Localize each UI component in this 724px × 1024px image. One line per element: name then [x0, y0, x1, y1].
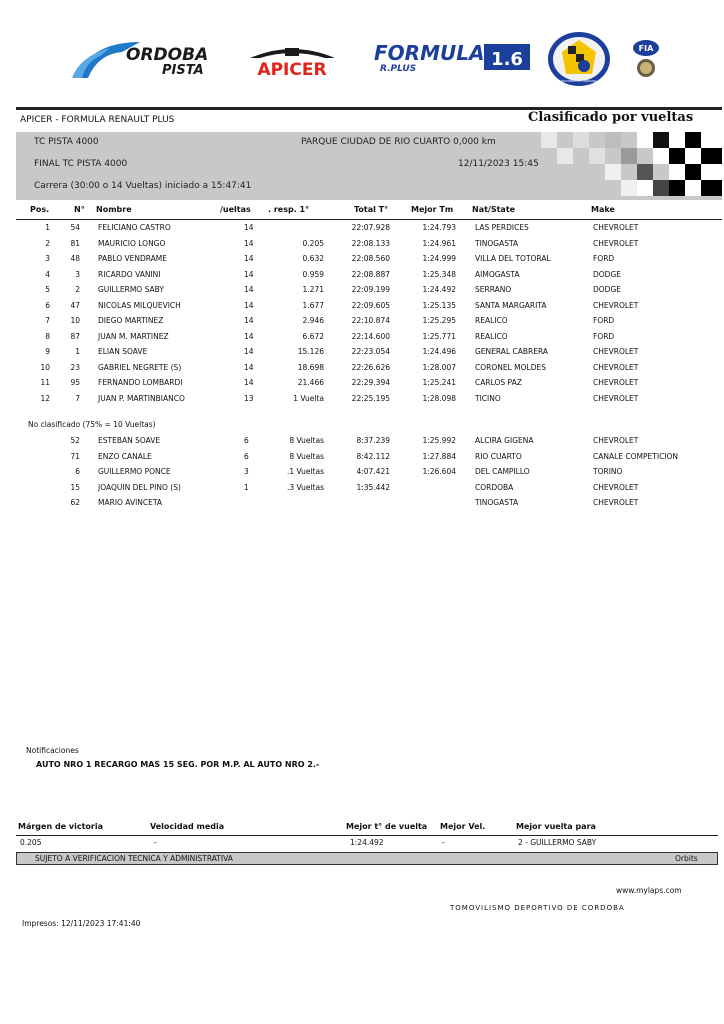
- cell-gap: 8 Vueltas: [289, 451, 324, 461]
- cell-best: 1:27.884: [422, 451, 456, 461]
- cell-laps: 14: [244, 223, 254, 232]
- verification-notice: SUJETO A VERIFICACION TECNICA Y ADMINISTRATIVA: [35, 854, 233, 863]
- cell-gap: 1.271: [302, 285, 324, 294]
- best-lap-for-value: 2 - GUILLERMO SABY: [518, 838, 597, 847]
- cell-best: 1:25.135: [422, 300, 456, 310]
- cell-make: CHEVROLET: [593, 223, 639, 232]
- cell-nat: SERRANO: [475, 285, 512, 294]
- cell-best: 1:24.492: [422, 285, 456, 294]
- col-make: Make: [591, 205, 615, 214]
- cell-nat: CORONEL MOLDES: [475, 362, 546, 372]
- cell-pos: 10: [40, 362, 50, 372]
- cell-pos: 3: [45, 254, 50, 263]
- fia-logo: [630, 38, 662, 78]
- table-row: [16, 313, 722, 329]
- session-info-box: [16, 132, 722, 200]
- table-row: [16, 360, 722, 376]
- cell-total: 22:08.133: [351, 238, 390, 248]
- cell-make: FORD: [593, 254, 615, 263]
- cell-gap: .3 Vueltas: [286, 482, 324, 492]
- col-pos: Pos.: [30, 205, 50, 214]
- table-row: [16, 375, 722, 391]
- cell-total: 22:14.600: [351, 331, 390, 341]
- col-total: Total T°: [354, 205, 389, 214]
- avg-speed-label: Velocidad media: [150, 822, 225, 831]
- table-row: [16, 329, 722, 345]
- cell-make: CHEVROLET: [593, 300, 639, 310]
- cell-laps: 14: [244, 254, 254, 263]
- cell-laps: 14: [244, 362, 254, 372]
- cell-num: 87: [70, 331, 80, 341]
- table-row: [16, 267, 722, 283]
- cell-nat: LAS PERDICES: [475, 223, 529, 232]
- cell-gap: 6.672: [302, 331, 324, 341]
- cell-laps: 14: [244, 331, 254, 341]
- table-row: [16, 464, 722, 480]
- cell-total: 4:07.421: [356, 467, 390, 476]
- cell-total: 22:25.195: [351, 393, 390, 403]
- cell-num: 54: [70, 223, 80, 232]
- cell-name: ELIAN SOAVE: [98, 347, 148, 356]
- cell-best: 1:28.007: [422, 362, 456, 372]
- table-row: [16, 344, 722, 360]
- cell-make: DODGE: [593, 285, 622, 294]
- cell-best: 1:25.992: [422, 436, 456, 445]
- cell-nat: ALCIRA GIGENA: [475, 436, 534, 445]
- cell-num: 62: [70, 498, 80, 507]
- avg-speed-value: -: [154, 838, 157, 847]
- cell-nat: CORDOBA: [475, 482, 514, 492]
- cell-laps: 6: [244, 436, 249, 445]
- notification-text: AUTO NRO 1 RECARGO MAS 15 SEG. POR M.P. AL AUTO NRO 2.-: [36, 760, 320, 769]
- cell-laps: 6: [244, 451, 249, 461]
- cell-make: CHEVROLET: [593, 436, 639, 445]
- cell-total: 22:29.394: [351, 378, 390, 387]
- cell-gap: 0.632: [302, 254, 324, 263]
- website-link[interactable]: www.mylaps.com: [616, 886, 682, 895]
- cell-gap: 1.677: [302, 300, 324, 310]
- cell-gap: 21.466: [297, 378, 324, 387]
- logo-seal-text: MOVIMIENTO CORDOBA: [561, 79, 597, 83]
- cell-nat: AIMOGASTA: [475, 269, 520, 279]
- cell-laps: 14: [244, 300, 254, 310]
- col-nat: Nat/State: [472, 205, 516, 214]
- cell-name: FELICIANO CASTRO: [98, 223, 171, 232]
- cell-make: TORINO: [593, 467, 623, 476]
- cell-best: 1:25.241: [422, 378, 456, 387]
- cell-total: 22:08.560: [351, 254, 390, 263]
- cell-num: 52: [70, 436, 80, 445]
- cell-pos: 7: [45, 316, 50, 325]
- cell-name: PABLO VENDRAME: [98, 254, 168, 263]
- cell-name: NICOLAS MILQUEVICH: [98, 300, 181, 310]
- cell-laps: 14: [244, 316, 254, 325]
- col-laps: /ueltas: [220, 205, 251, 214]
- logo-rplus-word: R.PLUS: [380, 64, 417, 74]
- not-classified-label: No clasificado (75% = 10 Vueltas): [28, 420, 156, 429]
- logo-cordoba-word: ORDOBA: [126, 45, 209, 65]
- race-info: Carrera (30:00 o 14 Vueltas) iniciado a 15:47:41: [34, 181, 252, 191]
- cell-pos: 9: [45, 347, 50, 356]
- cell-name: MAURICIO LONGO: [98, 238, 166, 248]
- cell-name: JOAQUIN DEL PINO (S): [98, 482, 181, 492]
- cell-gap: 15.126: [297, 347, 324, 356]
- col-gap: . resp. 1°: [268, 205, 310, 214]
- cell-total: 22:09.199: [351, 285, 390, 294]
- cell-gap: 18.698: [297, 362, 324, 372]
- table-row: [16, 480, 722, 496]
- cell-laps: 14: [244, 285, 254, 294]
- cell-pos: 5: [45, 285, 50, 294]
- cell-make: CHEVROLET: [593, 238, 639, 248]
- table-row: [16, 433, 722, 449]
- cell-num: 1: [75, 347, 80, 356]
- table-row: [16, 282, 722, 298]
- cell-num: 95: [70, 378, 80, 387]
- cell-make: CHEVROLET: [593, 482, 639, 492]
- table-row: [16, 251, 722, 267]
- cell-name: FERNANDO LOMBARDI: [98, 378, 183, 387]
- col-name: Nombre: [96, 205, 132, 214]
- best-lap-label: Mejor t° de vuelta: [346, 822, 428, 831]
- cell-total: 1:35.442: [356, 482, 390, 492]
- cell-best: 1:24.496: [422, 347, 456, 356]
- logo-formula-word: FORMULA: [374, 41, 485, 65]
- cell-num: 48: [70, 254, 80, 263]
- cell-laps: 14: [244, 347, 254, 356]
- cell-name: ENZO CANALE: [98, 451, 152, 461]
- cell-name: JUAN P. MARTINBIANCO: [98, 393, 185, 403]
- cell-gap: 8 Vueltas: [289, 436, 324, 445]
- cell-best: 1:28.098: [422, 393, 456, 403]
- cell-nat: TINOGASTA: [475, 238, 519, 248]
- cell-pos: 11: [40, 378, 50, 387]
- table-row: [16, 391, 722, 407]
- cell-make: CHEVROLET: [593, 347, 639, 356]
- cell-laps: 14: [244, 269, 254, 279]
- cell-best: 1:24.999: [422, 254, 456, 263]
- cell-nat: DEL CAMPILLO: [475, 467, 530, 476]
- cell-make: FORD: [593, 331, 615, 341]
- cell-nat: VILLA DEL TOTORAL: [475, 254, 551, 263]
- cell-nat: REALICO: [475, 331, 508, 341]
- printed-timestamp: Impresos: 12/11/2023 17:41:40: [22, 919, 141, 928]
- cell-make: CHEVROLET: [593, 362, 639, 372]
- cell-name: GABRIEL NEGRETE (S): [98, 362, 182, 372]
- cell-best: 1:24.961: [422, 238, 456, 248]
- cell-total: 22:09.605: [351, 300, 390, 310]
- cell-total: 22:23.054: [351, 347, 390, 356]
- cell-laps: 14: [244, 378, 254, 387]
- cell-total: 22:10.874: [351, 316, 390, 325]
- cell-name: RICARDO VANINI: [98, 269, 161, 279]
- logo-apicer-word: APICER: [257, 60, 327, 78]
- notifications-title: Notificaciones: [26, 746, 79, 755]
- margin-label: Márgen de victoria: [18, 822, 103, 831]
- cell-pos: 8: [45, 331, 50, 341]
- logo-formula-number: 1.6: [491, 49, 523, 70]
- organizer-name: TOMOVILISMO DEPORTIVO DE CORDOBA: [450, 904, 625, 912]
- event-name: APICER - FORMULA RENAULT PLUS: [20, 115, 175, 125]
- cell-pos: 6: [45, 300, 50, 310]
- table-row: [16, 298, 722, 314]
- cell-num: 15: [70, 482, 80, 492]
- best-lap-for-label: Mejor vuelta para: [516, 822, 596, 831]
- cell-make: DODGE: [593, 269, 622, 279]
- cell-gap: 0.205: [302, 238, 324, 248]
- cell-best: 1:24.793: [422, 223, 456, 232]
- cell-best: 1:26.604: [422, 467, 456, 476]
- cell-num: 6: [75, 467, 80, 476]
- cell-num: 2: [75, 285, 80, 294]
- verification-notice-bar: [16, 852, 718, 865]
- cell-gap: 0.959: [302, 269, 324, 279]
- cell-laps: 14: [244, 238, 254, 248]
- summary-header: [16, 822, 718, 836]
- cell-total: 8:37.239: [356, 436, 390, 445]
- table-row: [16, 495, 722, 511]
- results-table-header: [16, 205, 722, 220]
- cell-pos: 4: [45, 269, 50, 279]
- apicer-logo: [230, 40, 355, 78]
- cell-nat: TICINO: [475, 393, 501, 403]
- cordoba-pista-logo: [70, 38, 218, 80]
- cell-name: DIEGO MARTINEZ: [98, 316, 164, 325]
- summary-values: [16, 837, 718, 850]
- cell-num: 7: [75, 393, 80, 403]
- cell-name: GUILLERMO SABY: [98, 285, 164, 294]
- best-speed-label: Mejor Vel.: [440, 822, 486, 831]
- cell-total: 22:07.928: [351, 223, 390, 232]
- cell-nat: GENERAL CABRERA: [475, 347, 549, 356]
- cell-make: CHEVROLET: [593, 393, 639, 403]
- cell-laps: 3: [244, 467, 249, 476]
- logo-fia-word: FIA: [638, 44, 654, 53]
- cell-gap: 1 Vuelta: [293, 393, 324, 403]
- cell-best: 1:25.348: [422, 269, 456, 279]
- cell-make: FORD: [593, 316, 615, 325]
- orbits-label: Orbits: [675, 854, 698, 863]
- cell-make: CHEVROLET: [593, 498, 639, 507]
- cell-gap: 2.946: [302, 316, 324, 325]
- cell-nat: REALICO: [475, 316, 508, 325]
- logo-pista-word: PISTA: [162, 63, 204, 78]
- cell-name: MARIO AVINCETA: [98, 498, 163, 507]
- cell-make: CANALE COMPETICION: [593, 451, 679, 461]
- cell-pos: 2: [45, 238, 50, 248]
- document-title: Clasificado por vueltas: [528, 110, 694, 125]
- cell-nat: TINOGASTA: [475, 498, 519, 507]
- cell-num: 81: [70, 238, 80, 248]
- table-row: [16, 236, 722, 252]
- cell-laps: 13: [244, 393, 254, 403]
- col-number: N°: [74, 205, 85, 214]
- best-speed-value: -: [442, 838, 445, 847]
- checkered-flag-graphic: [541, 132, 722, 200]
- category-name: TC PISTA 4000: [34, 137, 99, 147]
- not-classified-results: [16, 433, 722, 511]
- cell-total: 8:42.112: [356, 451, 390, 461]
- table-row: [16, 449, 722, 465]
- cell-pos: 1: [45, 223, 50, 232]
- cell-laps: 1: [244, 482, 249, 492]
- circuit-name: PARQUE CIUDAD DE RIO CUARTO 0,000 km: [301, 137, 496, 147]
- cell-best: 1:25.295: [422, 316, 456, 325]
- session-name: FINAL TC PISTA 4000: [34, 159, 128, 169]
- formula-plus-logo: [372, 40, 532, 74]
- cell-name: JUAN M. MARTINEZ: [98, 331, 169, 341]
- classified-results: [16, 220, 722, 406]
- table-row: [16, 220, 722, 236]
- best-lap-value: 1:24.492: [350, 838, 384, 847]
- cell-num: 47: [70, 300, 80, 310]
- cell-nat: SANTA MARGARITA: [475, 300, 547, 310]
- cell-name: GUILLERMO PONCE: [98, 467, 171, 476]
- col-best: Mejor Tm: [411, 205, 454, 214]
- session-datetime: 12/11/2023 15:45: [458, 159, 539, 169]
- cell-total: 22:26.626: [351, 362, 390, 372]
- margin-value: 0.205: [20, 838, 42, 847]
- cell-num: 3: [75, 269, 80, 279]
- cell-name: ESTEBAN SOAVE: [98, 436, 161, 445]
- cell-gap: .1 Vueltas: [286, 467, 324, 476]
- cell-best: 1:25.771: [422, 331, 456, 341]
- cell-total: 22:08.887: [351, 269, 390, 279]
- cell-num: 23: [70, 362, 80, 372]
- cell-num: 10: [70, 316, 80, 325]
- cell-make: CHEVROLET: [593, 378, 639, 387]
- cell-nat: RIO CUARTO: [475, 451, 522, 461]
- cell-num: 71: [70, 451, 80, 461]
- cell-pos: 12: [40, 393, 50, 403]
- seal-logo: [546, 30, 612, 88]
- cell-nat: CARLOS PAZ: [475, 378, 522, 387]
